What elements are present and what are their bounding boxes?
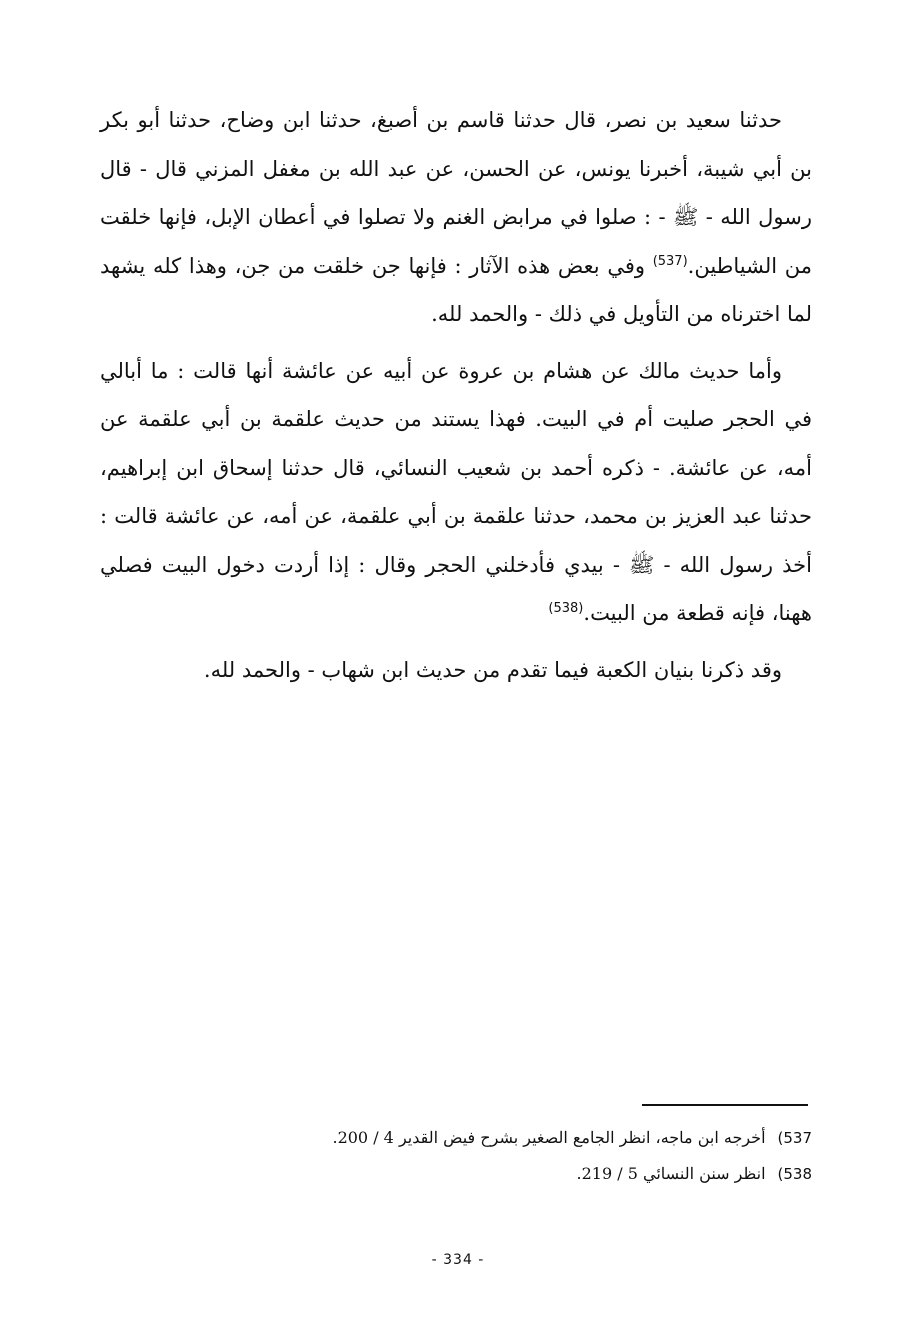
footnote-538-number: (538: [777, 1165, 812, 1183]
footnote-538-text: انظر سنن النسائي 5 / 219.: [576, 1164, 766, 1183]
paragraph-2: [100, 347, 812, 638]
footnote-ref-538: (538): [548, 601, 584, 616]
footnote-538: [140, 1156, 812, 1192]
footnote-separator: [642, 1104, 808, 1106]
footnote-537-text: أخرجه ابن ماجه، انظر الجامع الصغير بشرح فيض القدير 4 / 200.: [332, 1128, 766, 1147]
footnote-ref-537: (537): [652, 253, 688, 269]
paragraph-2-text-before: وأما حديث مالك عن هشام بن عروة عن أبيه عن عائشة أنها قالت : ما أبالي في الحجر صليت أم في البيت. فهذا يستند من حديث علقمة بن أبي علقمة عن أمه، عن عائشة. - ذكره أحمد بن شعيب النسائي، قال حدثنا إسحاق ابن إبراهيم، حدثنا عبد العزيز بن محمد، حدثنا علقمة بن أبي علقمة، عن أمه، عن عائشة قالت : أخذ رسول الله - ﷺ - بيدي فأدخلني الحجر وقال : إذا أردت دخول البيت فصلي ههنا، فإنه قطعة من البيت.: [100, 358, 812, 625]
footnote-537-number: (537: [777, 1129, 812, 1147]
paragraph-1-text-after: وفي بعض هذه الآثار : فإنها جن خلقت من جن، وهذا كله يشهد لما اخترناه من التأويل في ذلك - والحمد لله.: [100, 253, 812, 326]
paragraph-1-text-before: حدثنا سعيد بن نصر، قال حدثنا قاسم بن أصبغ، حدثنا ابن وضاح، حدثنا أبو بكر بن أبي شيبة، أخبرنا يونس، عن الحسن، عن عبد الله بن مغفل المزني قال - قال رسول الله - ﷺ - : صلوا في مرابض الغنم ولا تصلوا في أعطان الإبل، فإنها خلقت من الشياطين.: [100, 108, 812, 278]
page-number: - 334 -: [431, 1252, 485, 1268]
paragraph-3: [100, 646, 812, 695]
paragraph-3-text: وقد ذكرنا بنيان الكعبة فيما تقدم من حديث ابن شهاب - والحمد لله.: [203, 657, 782, 682]
footnote-537: [140, 1120, 812, 1156]
main-text: [100, 96, 812, 694]
footnotes: [140, 1120, 812, 1192]
paragraph-1: [100, 96, 812, 339]
